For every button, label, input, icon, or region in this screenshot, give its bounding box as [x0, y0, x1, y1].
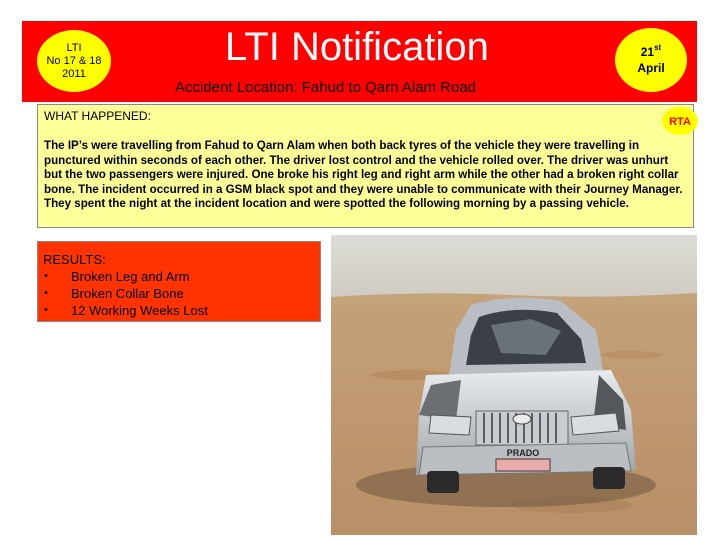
- what-happened-box: [37, 104, 694, 228]
- what-happened-label: WHAT HAPPENED:: [44, 109, 151, 123]
- bullet-icon: •: [44, 270, 48, 282]
- badge-line-number: No 17 & 18: [46, 54, 102, 67]
- rta-badge: RTA: [662, 107, 698, 135]
- badge-line-year: 2011: [62, 67, 86, 80]
- accident-location: Accident Location: Fahud to Qarn Alam Road: [175, 79, 477, 96]
- results-box: [37, 241, 321, 322]
- what-happened-text: The IP’s were travelling from Fahud to Qarn Alam when both back tyres of the vehicle they were travelling in punctured within seconds of each other. The driver lost control and the vehicle rolled over. The driver was unhurt but the two passengers were injured. One broke his right leg and right arm while the other had a broken right collar bone. The incident occurred in a GSM black spot and they were unable to communicate with their Journey Manager. They spent the night at the incident location and were spotted the following morning by a passing vehicle.: [44, 139, 683, 211]
- list-item: • Broken Collar Bone: [44, 286, 184, 301]
- page-title: LTI Notification: [225, 25, 489, 69]
- bullet-icon: •: [44, 287, 48, 299]
- lti-number-badge: [37, 30, 111, 92]
- bullet-icon: •: [44, 304, 48, 316]
- date-day: 21st: [640, 43, 662, 59]
- results-list: [43, 268, 320, 319]
- badge-line-lti: LTI: [66, 41, 82, 54]
- accident-vehicle-photo: [331, 235, 697, 535]
- results-heading: RESULTS:: [43, 252, 106, 267]
- date-month: April: [637, 61, 665, 75]
- list-item: • 12 Working Weeks Lost: [44, 303, 208, 318]
- grille-badge-text: PRADO: [506, 448, 540, 458]
- list-item: • Broken Leg and Arm: [44, 269, 190, 284]
- date-badge: [615, 28, 687, 92]
